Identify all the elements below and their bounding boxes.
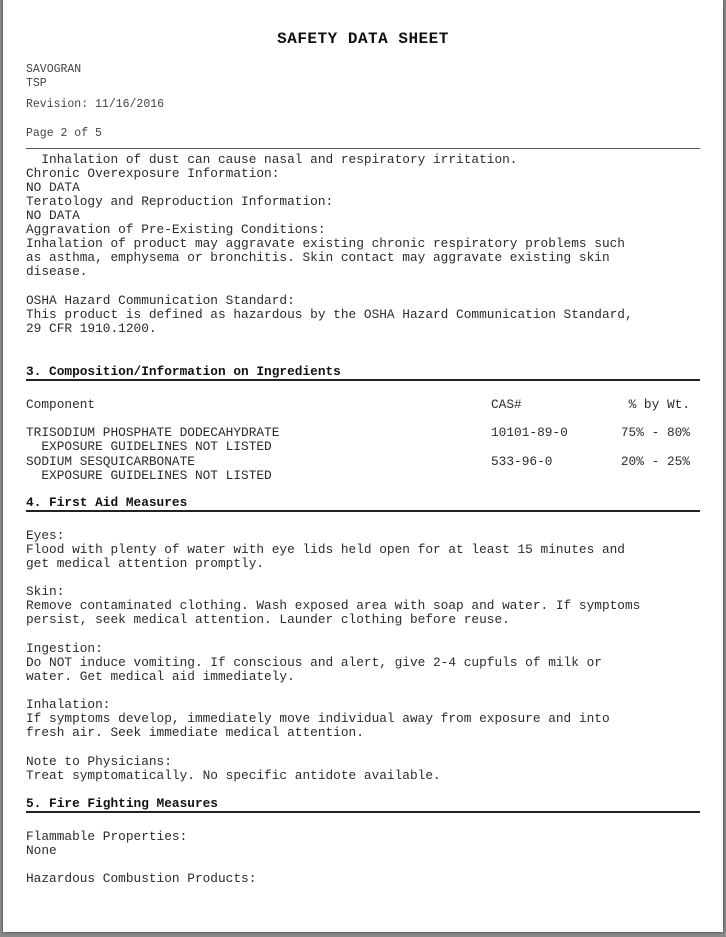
company-name: SAVOGRAN: [26, 63, 82, 76]
ingredient-name: TRISODIUM PHOSPHATE DODECAHYDRATE: [26, 425, 280, 440]
eyes-text: Flood with plenty of water with eye lids held open for at least 15 minutes and: [26, 542, 625, 557]
section-divider: [26, 811, 700, 813]
section-heading-composition: 3. Composition/Information on Ingredients: [26, 364, 341, 379]
product-name: TSP: [26, 77, 47, 90]
ingestion-text: Do NOT induce vomiting. If conscious and alert, give 2-4 cupfuls of milk or: [26, 655, 602, 670]
aggravation-text: Inhalation of product may aggravate existing chronic respiratory problems such: [26, 236, 625, 251]
ingredient-name: SODIUM SESQUICARBONATE: [26, 454, 195, 469]
ingestion-text: water. Get medical aid immediately.: [26, 669, 295, 684]
inhalation-text: fresh air. Seek immediate medical attention.: [26, 725, 364, 740]
ingredient-weight: 20% - 25%: [620, 454, 690, 469]
teratology-value: NO DATA: [26, 208, 80, 223]
header-divider: [26, 148, 700, 149]
aggravation-text: as asthma, emphysema or bronchitis. Skin contact may aggravate existing skin: [26, 250, 610, 265]
chronic-label: Chronic Overexposure Information:: [26, 166, 280, 181]
page-number: Page 2 of 5: [26, 127, 102, 140]
section-divider: [26, 510, 700, 512]
column-header-component: Component: [26, 397, 96, 412]
flammable-value: None: [26, 843, 57, 858]
column-header-weight: % by Wt.: [628, 397, 690, 412]
section-heading-fire-fighting: 5. Fire Fighting Measures: [26, 796, 218, 811]
document-title: SAFETY DATA SHEET: [277, 30, 449, 48]
aggravation-label: Aggravation of Pre-Existing Conditions:: [26, 222, 326, 237]
osha-text: This product is defined as hazardous by the OSHA Hazard Communication Standard,: [26, 307, 633, 322]
document-page: [3, 0, 723, 932]
section-heading-first-aid: 4. First Aid Measures: [26, 495, 188, 510]
inhalation-text: If symptoms develop, immediately move individual away from exposure and into: [26, 711, 610, 726]
physicians-label: Note to Physicians:: [26, 754, 172, 769]
revision-date: Revision: 11/16/2016: [26, 98, 165, 111]
osha-label: OSHA Hazard Communication Standard:: [26, 293, 295, 308]
eyes-label: Eyes:: [26, 528, 65, 543]
ingredient-note: EXPOSURE GUIDELINES NOT LISTED: [26, 468, 272, 483]
ingredient-weight: 75% - 80%: [620, 425, 690, 440]
ingredient-cas: 10101-89-0: [491, 425, 568, 440]
physicians-text: Treat symptomatically. No specific antidote available.: [26, 768, 441, 783]
inhalation-label: Inhalation:: [26, 697, 111, 712]
eyes-text: get medical attention promptly.: [26, 556, 265, 571]
skin-text: persist, seek medical attention. Launder clothing before reuse.: [26, 612, 510, 627]
flammable-label: Flammable Properties:: [26, 829, 188, 844]
column-header-cas: CAS#: [491, 397, 522, 412]
teratology-label: Teratology and Reproduction Information:: [26, 194, 334, 209]
chronic-value: NO DATA: [26, 180, 80, 195]
ingestion-label: Ingestion:: [26, 641, 103, 656]
skin-text: Remove contaminated clothing. Wash exposed area with soap and water. If symptoms: [26, 598, 641, 613]
section-divider: [26, 379, 700, 381]
aggravation-text: disease.: [26, 264, 88, 279]
skin-label: Skin:: [26, 584, 65, 599]
ingredient-cas: 533-96-0: [491, 454, 553, 469]
ingredient-note: EXPOSURE GUIDELINES NOT LISTED: [26, 439, 272, 454]
combustion-label: Hazardous Combustion Products:: [26, 871, 257, 886]
osha-text: 29 CFR 1910.1200.: [26, 321, 157, 336]
inhalation-note: Inhalation of dust can cause nasal and respiratory irritation.: [26, 152, 518, 167]
